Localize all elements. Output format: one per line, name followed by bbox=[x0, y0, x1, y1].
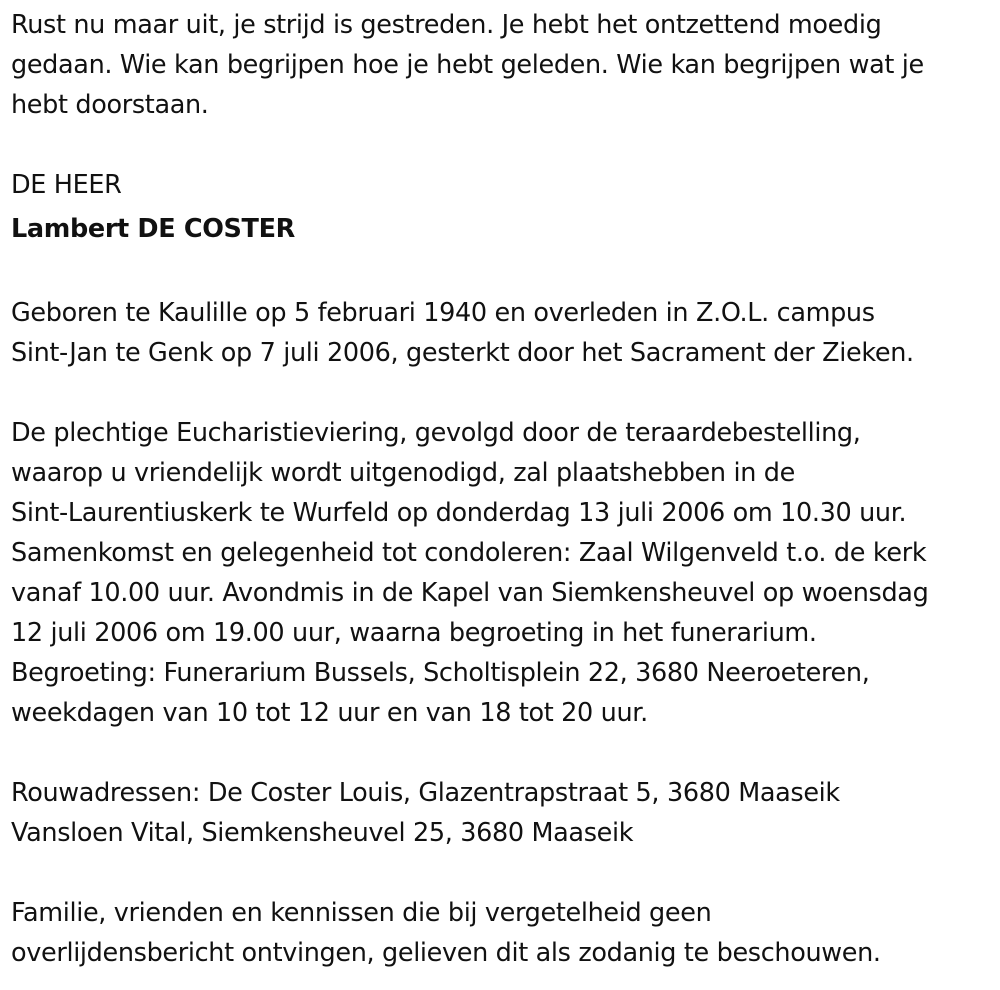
ceremony-line: Sint-Laurentiuskerk te Wurfeld op donderdag 13 juli 2006 om 10.30 uur. bbox=[11, 498, 907, 528]
ceremony-line: Samenkomst en gelegenheid tot condoleren: Zaal Wilgenveld t.o. de kerk bbox=[11, 538, 927, 568]
ceremony-line: De plechtige Eucharistieviering, gevolgd door de teraardebestelling, bbox=[11, 418, 861, 448]
intro-paragraph bbox=[11, 5, 996, 125]
spacer bbox=[11, 373, 996, 413]
birth-death-line: Geboren te Kaulille op 5 februari 1940 en overleden in Z.O.L. campus bbox=[11, 298, 875, 328]
spacer bbox=[11, 253, 996, 293]
spacer bbox=[11, 125, 996, 165]
deceased-title: DE HEER bbox=[11, 170, 122, 200]
ceremony-paragraph bbox=[11, 413, 996, 733]
birth-death-line: Sint-Jan te Genk op 7 juli 2006, gesterkt door het Sacrament der Zieken. bbox=[11, 338, 914, 368]
ceremony-line: 12 juli 2006 om 19.00 uur, waarna begroeting in het funerarium. bbox=[11, 618, 817, 648]
addresses-paragraph bbox=[11, 773, 996, 853]
birth-death-paragraph bbox=[11, 293, 996, 373]
intro-line: gedaan. Wie kan begrijpen hoe je hebt geleden. Wie kan begrijpen wat je bbox=[11, 50, 924, 80]
address-line: Rouwadressen: De Coster Louis, Glazentrapstraat 5, 3680 Maaseik bbox=[11, 778, 840, 808]
closing-line: overlijdensbericht ontvingen, gelieven dit als zodanig te beschouwen. bbox=[11, 938, 881, 968]
intro-line: hebt doorstaan. bbox=[11, 90, 209, 120]
obituary-notice bbox=[11, 5, 996, 973]
spacer bbox=[11, 733, 996, 773]
intro-line: Rust nu maar uit, je strijd is gestreden. Je hebt het ontzettend moedig bbox=[11, 10, 882, 40]
ceremony-line: weekdagen van 10 tot 12 uur en van 18 tot 20 uur. bbox=[11, 698, 648, 728]
ceremony-line: Begroeting: Funerarium Bussels, Scholtisplein 22, 3680 Neeroeteren, bbox=[11, 658, 870, 688]
address-line: Vansloen Vital, Siemkensheuvel 25, 3680 Maaseik bbox=[11, 818, 634, 848]
spacer bbox=[11, 853, 996, 893]
ceremony-line: vanaf 10.00 uur. Avondmis in de Kapel van Siemkensheuvel op woensdag bbox=[11, 578, 929, 608]
deceased-block bbox=[11, 165, 996, 253]
deceased-name: Lambert DE COSTER bbox=[11, 214, 295, 244]
closing-paragraph bbox=[11, 893, 996, 973]
closing-line: Familie, vrienden en kennissen die bij vergetelheid geen bbox=[11, 898, 712, 928]
ceremony-line: waarop u vriendelijk wordt uitgenodigd, zal plaatshebben in de bbox=[11, 458, 795, 488]
